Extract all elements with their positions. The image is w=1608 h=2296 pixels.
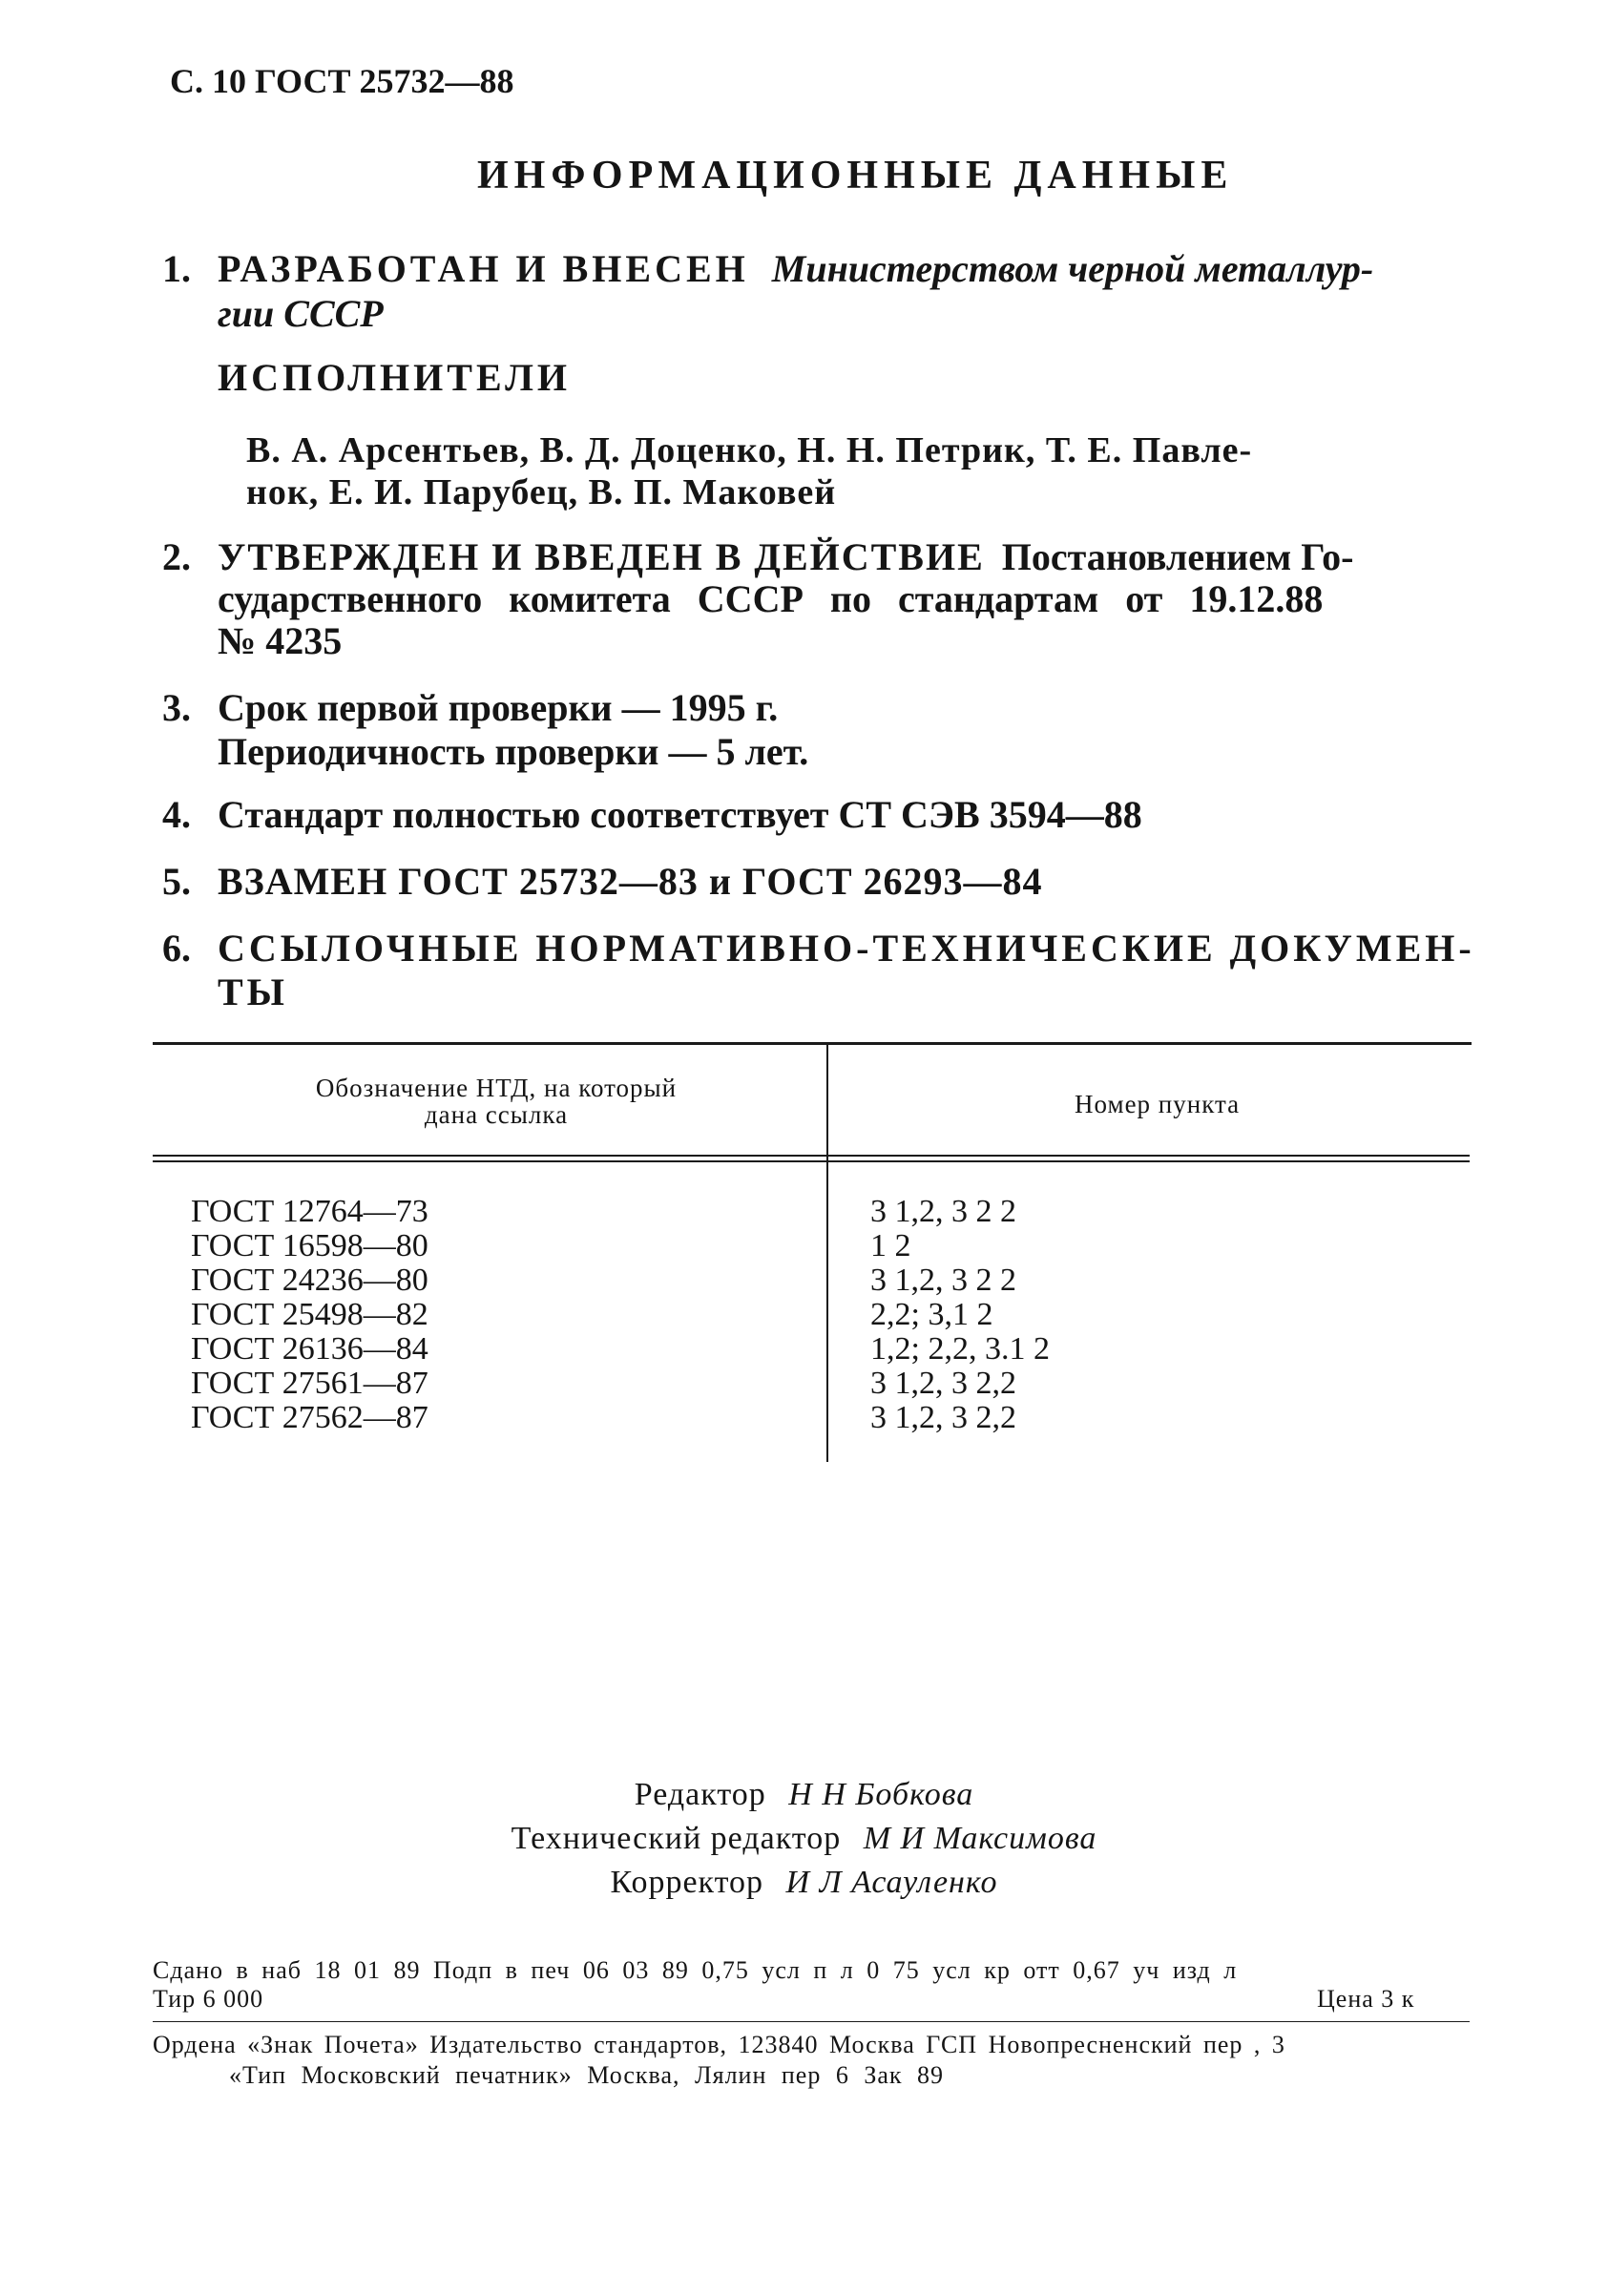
- imprint-line1: Сдано в наб 18 01 89 Подп в печ 06 03 89 0,75 усл п л 0 75 усл кр отт 0,67 уч изд л: [153, 1956, 1238, 1984]
- table-header-rule-2: [153, 1160, 1470, 1162]
- credit-role: Корректор: [610, 1865, 764, 1900]
- credit-corrector: [0, 1861, 1608, 1905]
- page-title: ИНФОРМАЦИОННЫЕ ДАННЫЕ: [477, 154, 1234, 198]
- table-cell-doc: ГОСТ 26136—84: [191, 1331, 428, 1367]
- item-number: 4.: [162, 793, 191, 836]
- table-cell-doc: ГОСТ 25498—82: [191, 1297, 428, 1332]
- table-cell-doc: ГОСТ 16598—80: [191, 1228, 428, 1263]
- table-cell-doc: ГОСТ 12764—73: [191, 1194, 428, 1229]
- table-header-doc-line1: Обозначение НТД, на который: [315, 1074, 678, 1102]
- table-cell-clause: 2,2; 3,1 2: [870, 1297, 993, 1332]
- table-clause-column: [870, 1195, 1050, 1435]
- table-header-rule-1: [153, 1155, 1470, 1157]
- item-text: Министерством черной металлур-: [771, 247, 1374, 290]
- table-cell-doc: ГОСТ 27562—87: [191, 1400, 428, 1435]
- item-number: 2.: [162, 535, 191, 578]
- item-3: [162, 685, 778, 730]
- executors-heading: ИСПОЛНИТЕЛИ: [218, 356, 572, 399]
- item-number: 1.: [162, 247, 191, 290]
- table-cell-clause: 3 1,2, 3 2,2: [870, 1366, 1016, 1401]
- table-top-rule: [153, 1042, 1472, 1045]
- executors-line1: В. А. Арсентьев, В. Д. Доценко, Н. Н. Петрик, Т. Е. Павле-: [246, 430, 1253, 470]
- table-cell-clause: 3 1,2, 3 2 2: [870, 1263, 1016, 1298]
- credit-role: Редактор: [634, 1777, 766, 1812]
- imprint-price: Цена 3 к: [1317, 1985, 1415, 2013]
- item-number: 6.: [162, 927, 191, 970]
- table-header-doc-line2: дана ссылка: [424, 1100, 569, 1129]
- item-5: [162, 859, 1043, 904]
- item-6-line2: ТЫ: [218, 971, 288, 1013]
- item-text: Срок первой проверки — 1995 г.: [218, 686, 779, 729]
- item-3-line2: Периодичность проверки — 5 лет.: [218, 730, 809, 773]
- credit-name: М И Максимова: [863, 1821, 1097, 1856]
- item-text: Стандарт полностью соответствует СТ СЭВ 3594—88: [218, 793, 1142, 836]
- item-6: [162, 926, 1475, 971]
- executors-line2: нок, Е. И. Парубец, В. П. Маковей: [246, 472, 837, 512]
- imprint-circulation: Тир 6 000: [153, 1985, 264, 2013]
- table-cell-doc: ГОСТ 24236—80: [191, 1263, 428, 1298]
- item-lead: РАЗРАБОТАН И ВНЕСЕН: [218, 247, 749, 290]
- table-column-divider: [826, 1044, 828, 1462]
- credits: [0, 1773, 1608, 1905]
- table-cell-clause: 3 1,2, 3 2,2: [870, 1400, 1016, 1435]
- item-4: [162, 792, 1142, 837]
- item-2: [162, 534, 1353, 579]
- table-header-doc: [191, 1075, 802, 1128]
- item-1-line2: гии СССР: [218, 292, 384, 335]
- credit-name: И Л Асауленко: [785, 1865, 998, 1900]
- item-number: 3.: [162, 686, 191, 729]
- table-doc-column: [191, 1195, 428, 1435]
- item-text: ВЗАМЕН ГОСТ 25732—83 и ГОСТ 26293—84: [218, 860, 1043, 903]
- item-number: 5.: [162, 860, 191, 903]
- item-2-line2: сударственного комитета СССР по стандартам от 19.12.88: [218, 577, 1324, 620]
- credit-editor: [0, 1773, 1608, 1817]
- table-cell-clause: 3 1,2, 3 2 2: [870, 1194, 1016, 1229]
- publisher-line2: «Тип Московский печатник» Москва, Лялин пер 6 Зак 89: [229, 2061, 945, 2089]
- credit-role: Технический редактор: [511, 1821, 842, 1856]
- page-header: С. 10 ГОСТ 25732—88: [170, 62, 514, 100]
- publisher-line1: Ордена «Знак Почета» Издательство стандартов, 123840 Москва ГСП Новопресненский пер , 3: [153, 2031, 1285, 2058]
- credit-tech-editor: [0, 1817, 1608, 1861]
- table-cell-doc: ГОСТ 27561—87: [191, 1366, 428, 1401]
- table-cell-clause: 1,2; 2,2, 3.1 2: [870, 1331, 1050, 1367]
- item-text: Постановлением Го-: [1001, 535, 1354, 578]
- item-1: [162, 246, 1373, 291]
- item-2-line3: № 4235: [218, 619, 343, 662]
- item-lead: УТВЕРЖДЕН И ВВЕДЕН В ДЕЙСТВИЕ: [218, 535, 985, 578]
- imprint-rule: [153, 2021, 1470, 2022]
- credit-name: Н Н Бобкова: [788, 1777, 974, 1812]
- table-cell-clause: 1 2: [870, 1228, 911, 1263]
- item-text: ССЫЛОЧНЫЕ НОРМАТИВНО-ТЕХНИЧЕСКИЕ ДОКУМЕН-: [218, 927, 1475, 970]
- table-header-clause: Номер пункта: [1075, 1090, 1241, 1118]
